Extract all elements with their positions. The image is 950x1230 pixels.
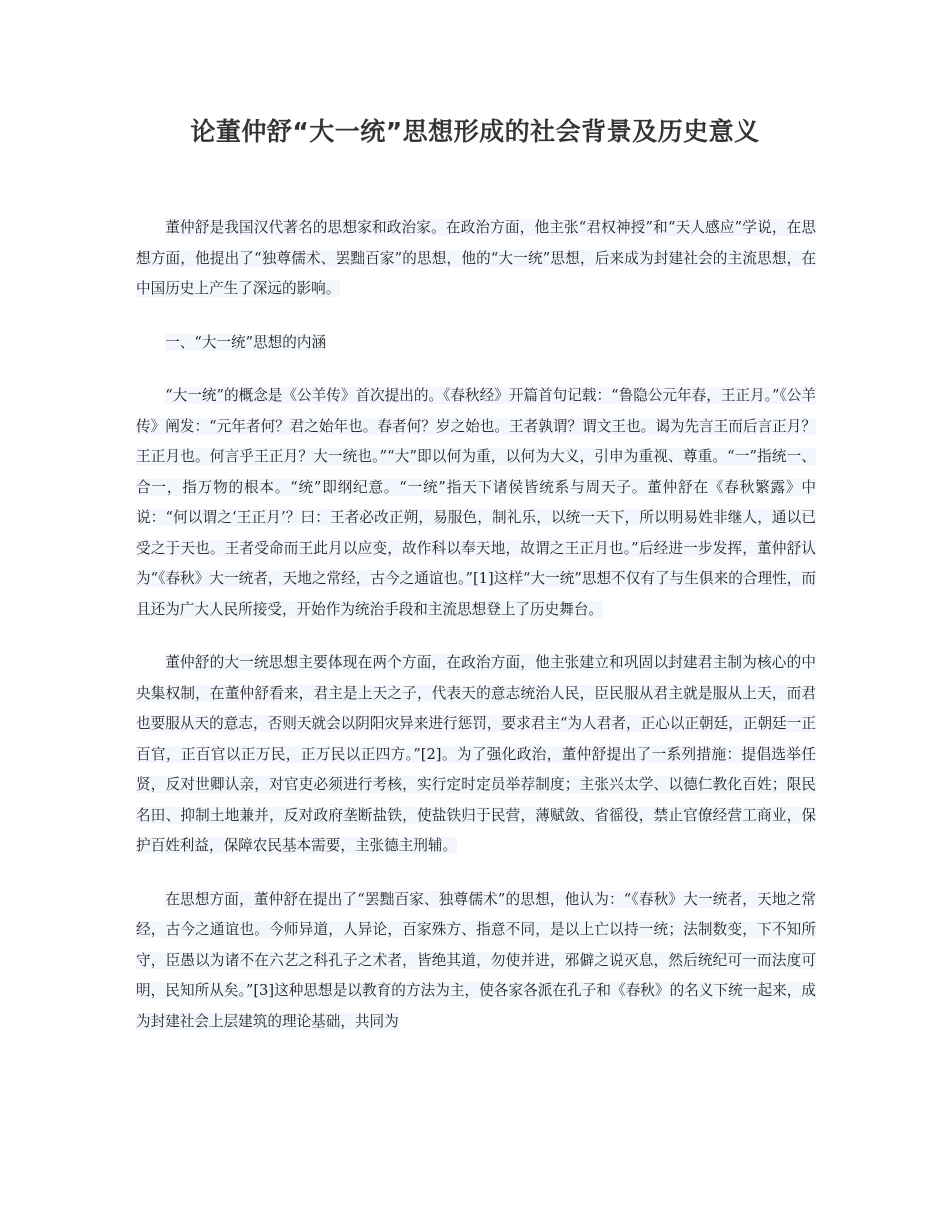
paragraph-politics-text: 董仲舒的大一统思想主要体现在两个方面，在政治方面，他主张建立和巩固以封建君主制为核心的中央集权制，在董仲舒看来，君主是上天之子，代表天的意志统治人民，臣民服从君主就是服从上天，而君也要服从天的意志，否则天就会以阴阳灾异来进行惩罚，要求君主“为人君者，正心以正朝廷，正朝廷一正百官，正百官以正万民，正万民以正四方。”[2]。为了强化政治，董仲舒提出了一系列措施：提倡选举任贤，反对世卿认亲，对官吏必须进行考核，实行定时定员举荐制度；主张兴太学、以德仁教化百姓；限民名田、抑制土地兼并，反对政府垄断盐铁，使盐铁归于民营，薄赋敛、省徭役，禁止官僚经营工商业，保护百姓利益，保障农民基本需要，主张德主刑辅。 [136,654,816,854]
document-title: 论董仲舒“大一统”思想形成的社会背景及历史意义 [190,117,760,146]
document-body [136,213,816,1060]
paragraph-thought [136,885,816,1038]
paragraph-thought-text: 在思想方面，董仲舒在提出了“罢黜百家、独尊儒术”的思想，他认为：“《春秋》大一统者，天地之常经，古今之通谊也。今师异道，人异论，百家殊方、指意不同，是以上亡以持一统；法制数变，下不知所守，臣愚以为诸不在六艺之科孔子之术者，皆绝其道，勿使并进，邪僻之说灭息，然后统纪可一而法度可明，民知所从矣。”[3]这种思想是以教育的方法为主，使各家各派在孔子和《春秋》的名义下统一起来，成为封建社会上层建筑的理论基础，共同为 [136,890,816,1030]
section-heading-1-text: 一、“大一统”思想的内涵 [165,333,327,351]
paragraph-politics [136,648,816,862]
paragraph-intro [136,213,816,305]
paragraph-connotation [136,381,816,625]
paragraph-connotation-text: “大一统”的概念是《公羊传》首次提出的。《春秋经》开篇首句记载：“鲁隐公元年春，王正月。”《公羊传》阐发：“元年者何？君之始年也。春者何？岁之始也。王者孰谓？谓文王也。谒为先言王而后言正月？王正月也。何言乎王正月？大一统也。”“大”即以何为重，以何为大义，引申为重视、尊重。“一”指统一、合一，指万物的根本。“统”即纲纪意。“一统”指天下诸侯皆统系与周天子。董仲舒在《春秋繁露》中说：“何以谓之‘王正月’？曰：王者必改正朔，易服色，制礼乐，以统一天下，所以明易姓非继人，通以已受之于天也。王者受命而王此月以应变，故作科以奉天地，故谓之王正月也。”后经进一步发挥，董仲舒认为“《春秋》大一统者，天地之常经，古今之通谊也。”[1]这样“大一统”思想不仅有了与生俱来的合理性，而且还为广大人民所接受，开始作为统治手段和主流思想登上了历史舞台。 [136,387,816,618]
section-heading-1 [136,328,816,359]
paragraph-intro-text: 董仲舒是我国汉代著名的思想家和政治家。在政治方面，他主张“君权神授”和“天人感应”学说，在思想方面，他提出了“独尊儒术、罢黜百家”的思想，他的“大一统”思想，后来成为封建社会的主流思想，在中国历史上产生了深远的影响。 [136,219,816,297]
